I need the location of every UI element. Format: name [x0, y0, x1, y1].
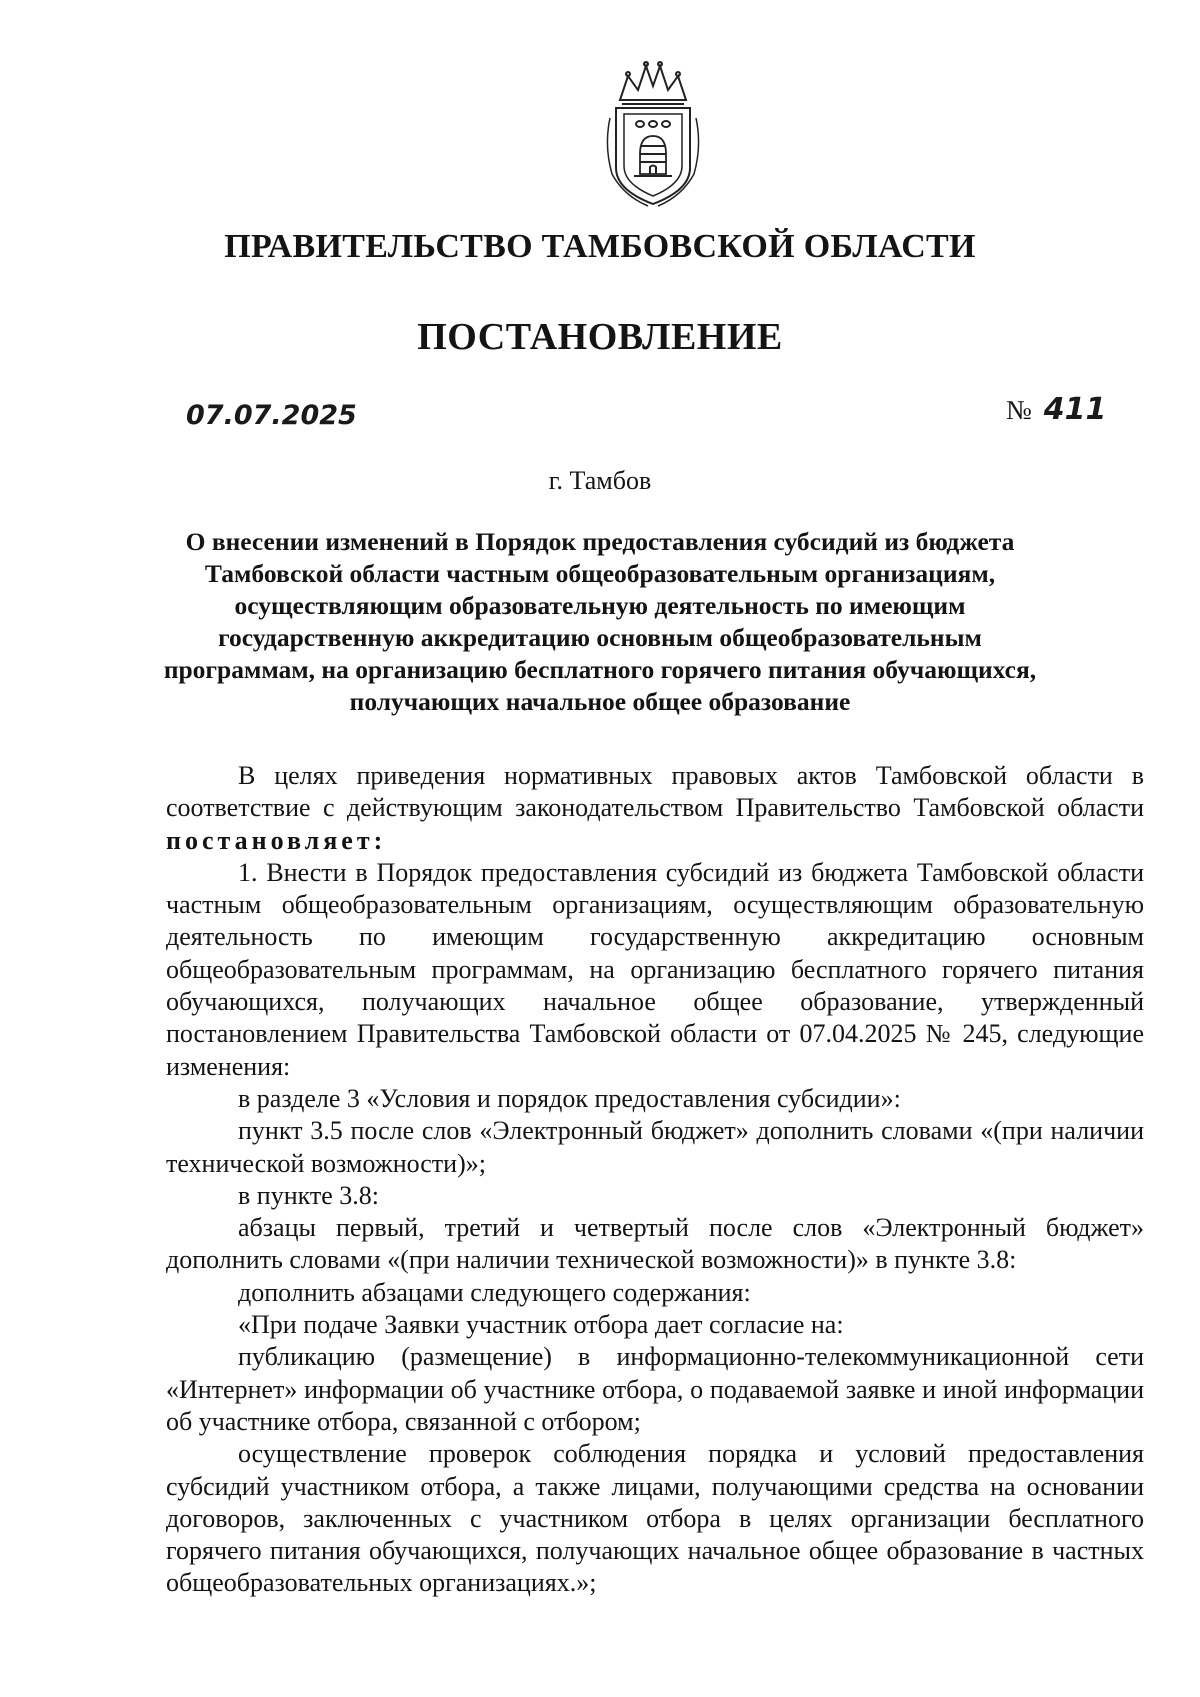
body-paragraph: пункт 3.5 после слов «Электронный бюджет» дополнить словами «(при наличии технической возможности)»; — [166, 1116, 1144, 1178]
heading-line: государственную аккредитацию основным общеобразовательным — [218, 623, 982, 652]
document-body — [166, 760, 1144, 1600]
heading-line: программам, на организацию бесплатного горячего питания обучающихся, — [163, 655, 1037, 684]
body-paragraph: абзацы первый, третий и четвертый после слов «Электронный бюджет» дополнить словами «(при наличии технической возможности)» в пункте 3.8: — [166, 1213, 1144, 1275]
body-paragraph: 1. Внести в Порядок предоставления субсидий из бюджета Тамбовской области частным общеобразовательным организациям, осуществляющим образовательную деятельность по имеющим государственную аккредитацию основным общеобразовательным программам, на организацию бесплатного горячего питания обучающихся, получающих начальное общее образование, утвержденный постановлением Правительства Тамбовской области от 07.04.2025 № 245, следующие изменения: — [166, 857, 1144, 1081]
document-number — [1006, 392, 1106, 427]
heading-line: получающих начальное общее образование — [349, 687, 851, 716]
heading-line: О внесении изменений в Порядок предоставления субсидий из бюджета — [185, 527, 1015, 556]
emblem — [598, 56, 708, 208]
body-paragraph: «При подаче Заявки участник отбора дает согласие на: — [238, 1310, 844, 1340]
heading-line: Тамбовской области частным общеобразовательным организациям, — [204, 559, 996, 588]
body-paragraph: дополнить абзацами следующего содержания: — [238, 1277, 751, 1307]
body-paragraph: в пункте 3.8: — [238, 1180, 380, 1210]
body-paragraph: осуществление проверок соблюдения порядка и условий предоставления субсидий участником отбора, а также лицами, получающими средства на основании договоров, заключенных с участником отбора в целях организации бесплатного горячего питания обучающихся, получающих начальное общее образование в частных общеобразовательных организациях.»; — [166, 1439, 1144, 1598]
body-paragraph — [166, 760, 1144, 857]
document-type: ПОСТАНОВЛЕНИЕ — [417, 316, 783, 358]
resolution-verb: постановляет: — [166, 825, 387, 855]
tambov-coat-of-arms-icon — [598, 56, 708, 208]
document-heading — [160, 526, 1040, 718]
body-paragraph: публикацию (размещение) в информационно-телекоммуникационной сети «Интернет» информации об участнике отбора, о подаваемой заявке и иной информации об участнике отбора, связанной с отбором; — [166, 1342, 1144, 1436]
number-value: 411 — [1043, 392, 1107, 427]
heading-line: осуществляющим образовательную деятельность по имеющим — [234, 591, 966, 620]
city: г. Тамбов — [548, 466, 652, 495]
document-date: 07.07.2025 — [186, 400, 357, 431]
body-paragraph: в разделе 3 «Условия и порядок предоставления субсидии»: — [238, 1083, 901, 1113]
government-title: ПРАВИТЕЛЬСТВО ТАМБОВСКОЙ ОБЛАСТИ — [224, 228, 976, 265]
number-sign: № — [1006, 395, 1032, 425]
preamble-text: В целях приведения нормативных правовых актов Тамбовской области в соответствие с действующим законодательством Правительство Тамбовской области — [166, 761, 1144, 823]
